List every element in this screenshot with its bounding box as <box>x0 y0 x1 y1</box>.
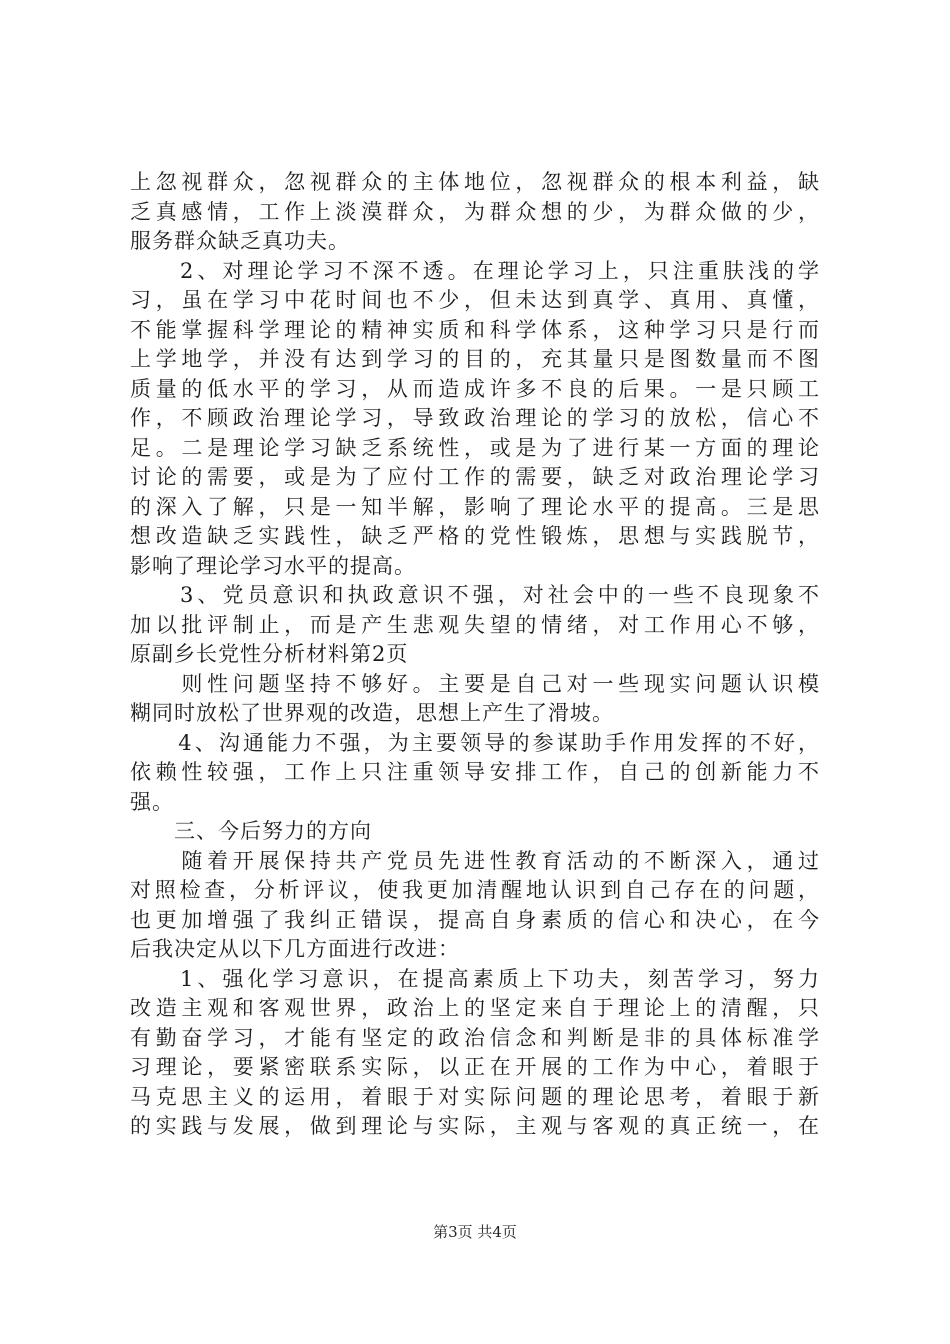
text-line: 2、对理论学习不深不透。在理论学习上，只注重肤浅的学 <box>130 258 820 283</box>
text-line: 作，不顾政治理论学习，导致政治理论的学习的放松，信心不 <box>130 406 820 430</box>
text-line: 强。 <box>130 789 174 814</box>
text-line: 有勤奋学习，才能有坚定的政治信念和判断是非的具体标准学 <box>130 1025 820 1050</box>
text-line: 质量的低水平的学习，从而造成许多不良的后果。一是只顾工 <box>130 376 820 401</box>
text-line: 上忽视群众，忽视群众的主体地位，忽视群众的根本利益，缺 <box>130 170 820 194</box>
text-line: 依赖性较强，工作上只注重领导安排工作，自己的创新能力不 <box>130 760 820 784</box>
text-line: 影响了理论学习水平的提高。 <box>130 553 416 578</box>
text-line: 乏真感情，工作上淡漠群众，为群众想的少，为群众做的少， <box>130 199 820 224</box>
text-line: 随着开展保持共产党员先进性教育活动的不断深入，通过 <box>130 848 820 873</box>
text-line: 的实践与发展，做到理论与实际，主观与客观的真正统一，在 <box>130 1114 820 1138</box>
text-line: 则性问题坚持不够好。主要是自己对一些现实问题认识模 <box>130 671 820 696</box>
text-line: 加以批评制止，而是产生悲观失望的情绪，对工作用心不够， <box>130 612 820 637</box>
text-line: 4、沟通能力不强，为主要领导的参谋助手作用发挥的不好， <box>130 730 820 755</box>
text-line: 习理论，要紧密联系实际，以正在开展的工作为中心，着眼于 <box>130 1055 820 1079</box>
page-break-heading: 原副乡长党性分析材料第2页 <box>130 642 409 666</box>
text-line: 不能掌握科学理论的精神实质和科学体系，这种学习只是行而 <box>130 317 820 342</box>
text-line: 习，虽在学习中花时间也不少，但未达到真学、真用、真懂， <box>130 288 820 312</box>
document-body <box>130 168 820 1142</box>
text-line: 马克思主义的运用，着眼于对实际问题的理论思考，着眼于新 <box>130 1084 820 1109</box>
text-line: 的深入了解，只是一知半解，影响了理论水平的提高。三是思 <box>130 494 820 519</box>
text-line: 1、强化学习意识，在提高素质上下功夫，刻苦学习，努力 <box>130 966 820 991</box>
text-line: 对照检查，分析评议，使我更加清醒地认识到自己存在的问题， <box>130 878 820 902</box>
text-line: 讨论的需要，或是为了应付工作的需要，缺乏对政治理论学习 <box>130 465 820 489</box>
text-line: 糊同时放松了世界观的改造，思想上产生了滑坡。 <box>130 701 614 725</box>
text-line: 改造主观和客观世界，政治上的坚定来自于理论上的清醒，只 <box>130 996 820 1020</box>
section-heading: 三、今后努力的方向 <box>130 819 372 843</box>
text-line: 上学地学，并没有达到学习的目的，充其量只是图数量而不图 <box>130 347 820 371</box>
text-line: 服务群众缺乏真功夫。 <box>130 229 350 253</box>
text-line: 想改造缺乏实践性，缺乏严格的党性锻炼，思想与实践脱节， <box>130 524 820 548</box>
text-line: 后我决定从以下几方面进行改进： <box>130 937 460 961</box>
text-line: 3、党员意识和执政意识不强，对社会中的一些不良现象不 <box>130 583 820 607</box>
page-footer: 第3页 共4页 <box>433 1223 517 1241</box>
text-line: 也更加增强了我纠正错误，提高自身素质的信心和决心，在今 <box>130 907 820 932</box>
text-line: 足。二是理论学习缺乏系统性，或是为了进行某一方面的理论 <box>130 435 820 460</box>
